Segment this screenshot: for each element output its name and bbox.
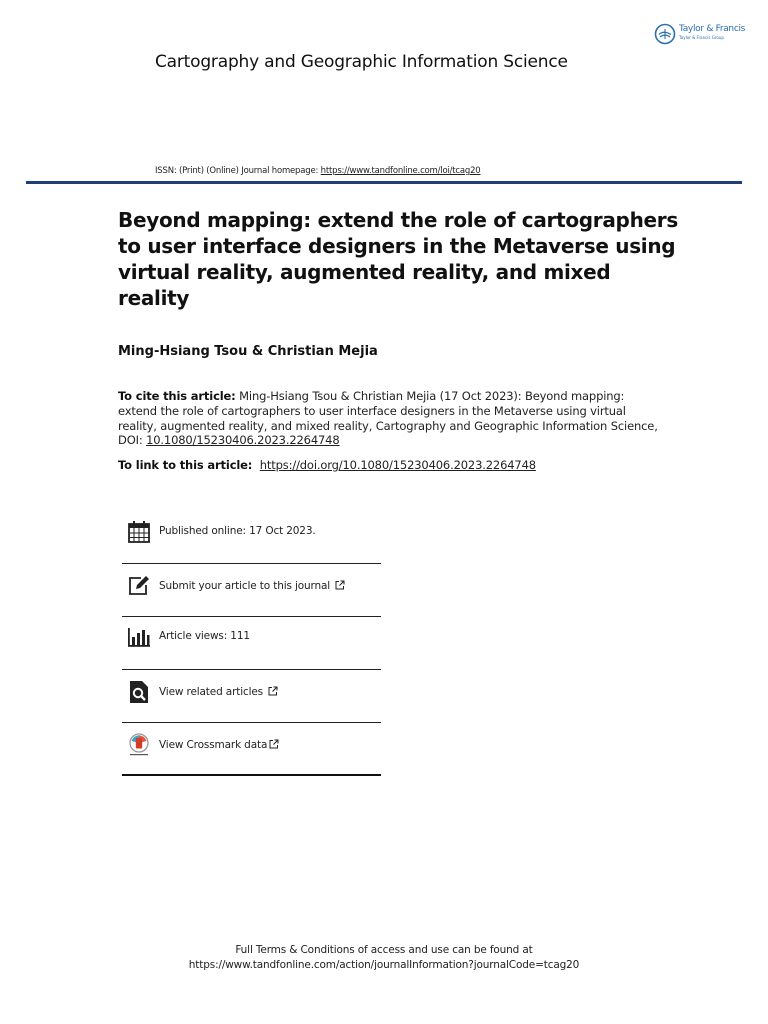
- edit-icon: [127, 574, 151, 598]
- external-link-icon: [335, 580, 345, 590]
- citation-label: To cite this article:: [118, 389, 236, 403]
- submit-article-item[interactable]: [122, 564, 381, 617]
- published-online-item: [122, 511, 381, 564]
- publisher-logo[interactable]: [654, 23, 754, 47]
- publisher-subline: Taylor & Francis Group: [679, 35, 724, 40]
- issn-prefix: ISSN: (Print) (Online) Journal homepage:: [155, 166, 319, 176]
- header-divider: [26, 181, 742, 184]
- footer-terms-line: Full Terms & Conditions of access and use can be found at: [235, 944, 533, 956]
- article-link-line: [118, 458, 536, 472]
- crossmark-icon: [127, 733, 151, 757]
- submit-article-link[interactable]: [159, 580, 345, 592]
- related-search-icon: [127, 680, 151, 704]
- related-articles-link[interactable]: [159, 686, 278, 698]
- article-doi-url[interactable]: https://doi.org/10.1080/15230406.2023.2264748: [259, 458, 536, 472]
- crossmark-link[interactable]: [159, 739, 279, 751]
- article-authors: Ming-Hsiang Tsou & Christian Mejia: [118, 344, 378, 359]
- footer-terms-url[interactable]: https://www.tandfonline.com/action/journalInformation?journalCode=tcag20: [188, 958, 580, 971]
- submit-article-label: Submit your article to this journal: [159, 580, 331, 592]
- article-views-item: [122, 617, 381, 670]
- calendar-icon: [127, 520, 151, 544]
- article-title: Beyond mapping: extend the role of cartographers to user interface designers in the Metaverse using virtual reality, augmented reality, and mixed reality: [118, 208, 678, 310]
- publisher-name: Taylor & Francis: [679, 24, 746, 34]
- citation-block: [118, 389, 663, 448]
- published-online-label: Published online: 17 Oct 2023.: [159, 525, 316, 537]
- bar-chart-icon: [127, 625, 151, 649]
- publisher-logo-icon: [654, 23, 676, 45]
- journal-homepage-link[interactable]: https://www.tandfonline.com/loi/tcag20: [320, 166, 481, 176]
- citation-text: Ming-Hsiang Tsou & Christian Mejia (17 Oct 2023): Beyond mapping: extend the role of cartographers to user interface designers in the Metaverse using virtual reality, augmented reality, and mixed reality, Cartography and Geographic Information Science, DOI:: [118, 389, 658, 448]
- article-views-label: Article views: 111: [159, 630, 250, 642]
- article-link-label: To link to this article:: [118, 458, 253, 472]
- article-info-list: [122, 511, 381, 776]
- citation-doi-link[interactable]: 10.1080/15230406.2023.2264748: [146, 433, 340, 448]
- external-link-icon: [268, 686, 278, 696]
- crossmark-item[interactable]: [122, 723, 381, 776]
- external-link-icon: [269, 739, 279, 749]
- related-articles-label: View related articles: [159, 686, 263, 698]
- issn-line: [155, 166, 481, 176]
- related-articles-item[interactable]: [122, 670, 381, 723]
- crossmark-label: View Crossmark data: [159, 739, 268, 751]
- footer-terms: [0, 943, 768, 972]
- journal-title: Cartography and Geographic Information Science: [155, 52, 568, 72]
